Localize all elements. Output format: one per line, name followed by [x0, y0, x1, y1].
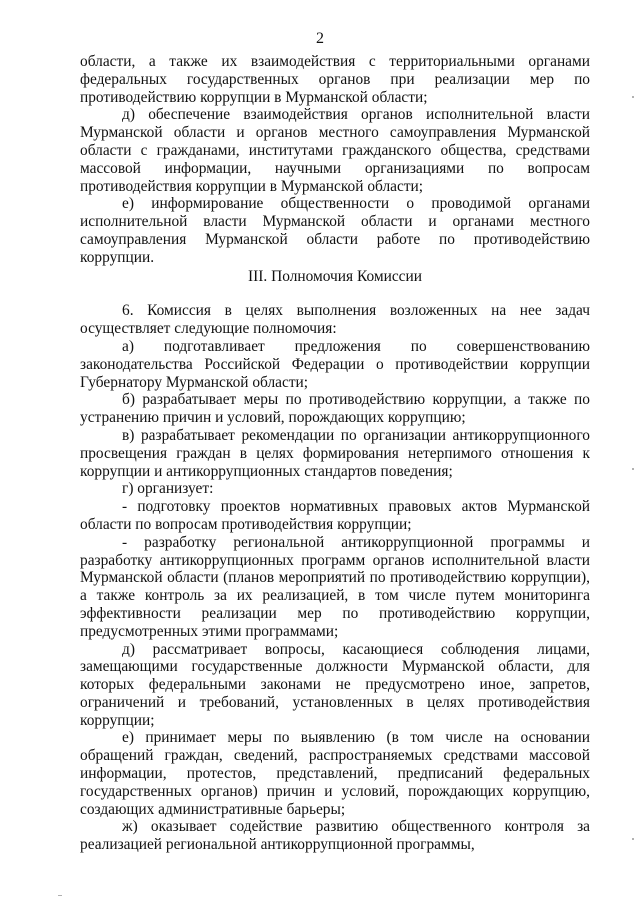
paragraph-6-powers: 6. Комиссия в целях выполнения возложенных на нее задач осуществляет следующие полномочия:: [80, 302, 590, 338]
paragraph-b-measures: б) разрабатывает меры по противодействию коррупции, а также по устранению причин и условий, порождающих коррупцию;: [80, 391, 590, 427]
section-heading: III. Полномочия Комиссии: [248, 267, 422, 285]
page-number: 2: [316, 30, 324, 47]
scan-speck: [58, 895, 62, 896]
scan-speck: [632, 96, 634, 98]
paragraph-v-recommendations: в) разрабатывает рекомендации по организации антикоррупционного просвещения граждан в целях формирования нетерпимого отношения к коррупции и антикоррупционных стандартов поведения;: [80, 426, 590, 480]
paragraph-d-considers: д) рассматривает вопросы, касающиеся соблюдения лицами, замещающими государственные должности Мурманской области, для которых федеральными законами не предусмотрено иное, запретов, ограничений и требований, установленных в целях противодействия коррупции;: [80, 640, 590, 729]
paragraph-zh-assistance: ж) оказывает содействие развитию общественного контроля за реализацией региональной антикоррупционной программы,: [80, 818, 590, 854]
document-body: [80, 53, 590, 854]
list-item-program-development: - разработку региональной антикоррупционной программы и разработку антикоррупционных программ органов исполнительной власти Мурманской области (планов мероприятий по противодействию коррупции), а также контроль за их реализацией, в том числе путем мониторинга эффективности реализации мер по противодействию коррупции, предусмотренных этими программами;: [80, 533, 590, 640]
paragraph-continuation: области, а также их взаимодействия с территориальными органами федеральных государственных органов при реализации мер по противодействию коррупции в Мурманской области;: [80, 53, 590, 106]
paragraph-d-interaction: д) обеспечение взаимодействия органов исполнительной власти Мурманской области и органов местного самоуправления Мурманской области с гражданами, институтами гражданского общества, средствами массовой информации, научными организациями по вопросам противодействия коррупции в Мурманской области;: [80, 106, 590, 195]
scan-speck: [632, 468, 634, 470]
paragraph-a-proposals: а) подготавливает предложения по совершенствованию законодательства Российской Федерации о противодействии коррупции Губернатору Мурманской области;: [80, 337, 590, 391]
scan-speck: [632, 838, 634, 840]
paragraph-g-organizes: г) организует:: [122, 480, 214, 498]
paragraph-e-informing: е) информирование общественности о проводимой органами исполнительной власти Мурманской области и органами местного самоуправления Мурманской области работе по противодействию коррупции.: [80, 195, 590, 266]
list-item-draft-acts: - подготовку проектов нормативных правовых актов Мурманской области по вопросам противодействия коррупции;: [80, 498, 590, 533]
paragraph-e-takes-measures: е) принимает меры по выявлению (в том числе на основании обращений граждан, сведений, распространяемых средствами массовой информации, протестов, представлений, предписаний федеральных государственных органов) причин и условий, порождающих коррупцию, создающих административные барьеры;: [80, 729, 590, 818]
